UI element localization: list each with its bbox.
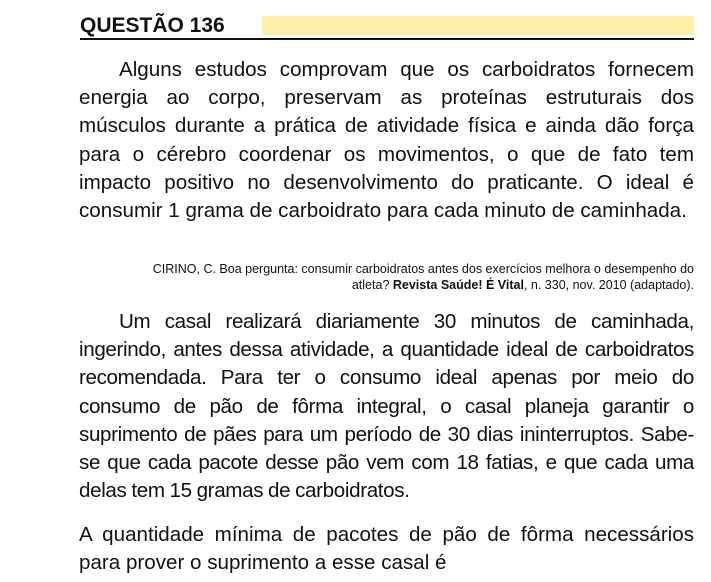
header-highlight-bar	[262, 16, 694, 35]
header-underline	[80, 38, 694, 40]
problem-paragraph: Um casal realizará diariamente 30 minutos de caminhada, ingerindo, antes dessa atividade, a quantidade ideal de carboidratos recomendada. Para ter o consumo ideal apenas por meio do consumo de pão de fôrma integral, o casal planeja garantir o suprimento de pães para um período de 30 dias ininterruptos. Sabe-se que cada pacote desse pão vem com 18 fatias, e que cada uma delas tem 15 gramas de carboidratos.	[79, 310, 694, 503]
intro-paragraph: Alguns estudos comprovam que os carboidratos fornecem energia ao corpo, preservam as proteínas estruturais dos músculos durante a prática de atividade física e ainda dão força para o cérebro coordenar os movimentos, o que de fato tem impacto positivo no desenvolvimento do praticante. O ideal é consumir 1 grama de carboidrato para cada minuto de caminhada.	[79, 58, 694, 223]
question-header	[80, 14, 694, 40]
citation-source: Revista Saúde! É Vital	[392, 278, 524, 292]
citation	[120, 261, 694, 293]
question-title: QUESTÃO 136	[80, 14, 239, 38]
citation-text: CIRINO, C. Boa pergunta: consumir carboidratos antes dos exercícios melhora o desempenho do atleta?	[152, 262, 694, 292]
question-prompt: A quantidade mínima de pacotes de pão de fôrma necessários para prover o suprimento a esse casal é	[79, 523, 694, 575]
citation-details: , n. 330, nov. 2010 (adaptado).	[523, 278, 694, 292]
